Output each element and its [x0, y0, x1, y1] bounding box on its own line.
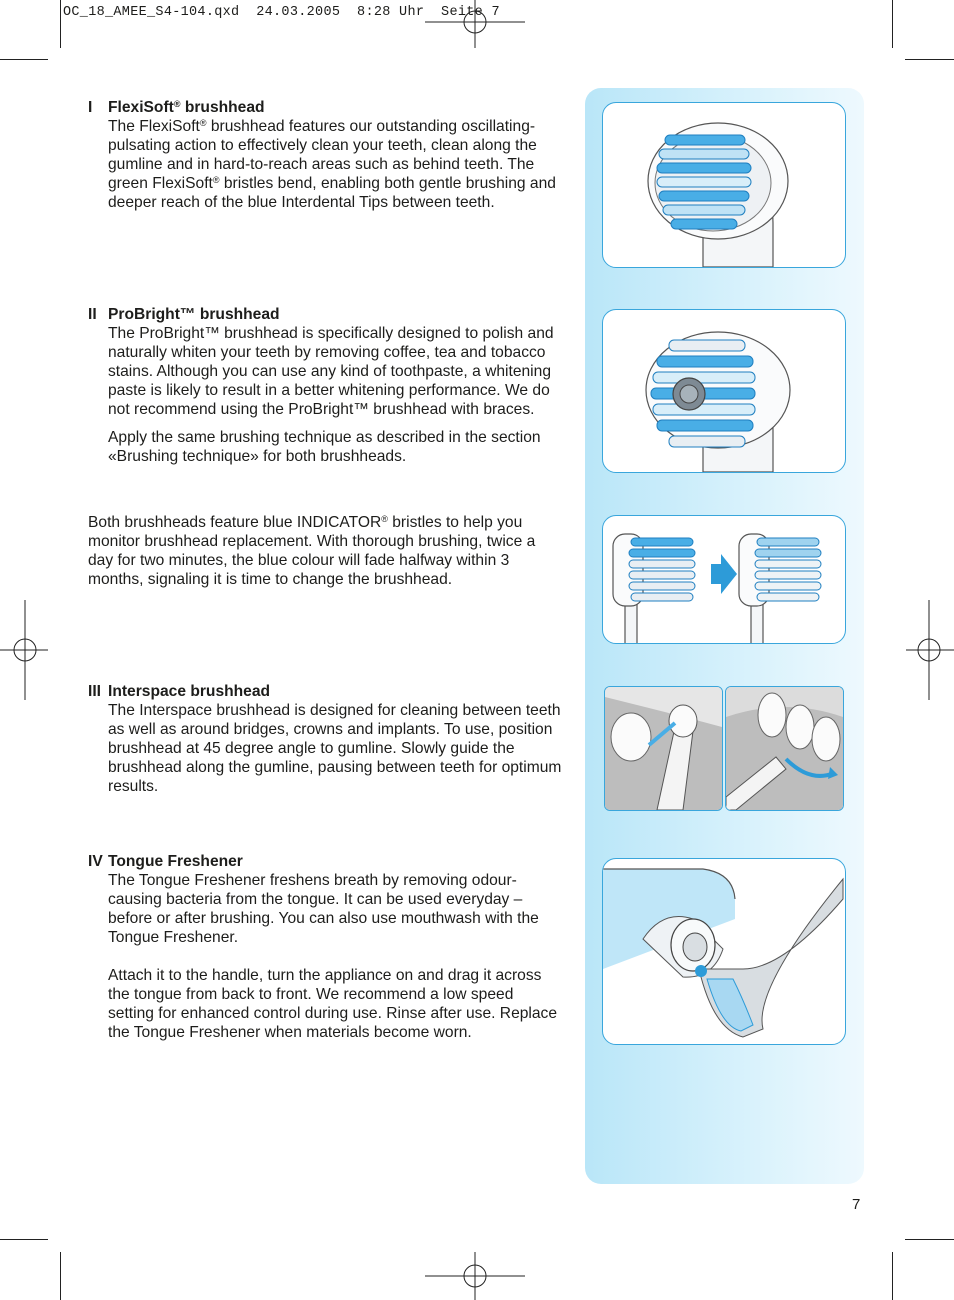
- paragraph: The ProBright™ brushhead is specifically designed to polish and naturally whiten your teeth by removing coffee, tea and tobacco stains. Although you can use any kind of toothpaste, a whitening paste is likely to result in a better whitening performance. We do not recommend using the ProBright™ brushhead with braces.: [108, 325, 554, 418]
- section-title: ProBright™ brushhead: [108, 306, 280, 323]
- paragraph: [108, 117, 563, 212]
- registration-mark-right: [904, 600, 954, 700]
- section-probright: [88, 305, 563, 466]
- tongue-freshener-image: [603, 859, 845, 1044]
- crop-mark: [892, 1252, 893, 1300]
- registered-mark: ®: [212, 175, 220, 185]
- paragraph: Attach it to the handle, turn the appliance on and drag it across the tongue from back to front. We recommend a low speed setting for enhanced control during use. Rinse after use. Replace the Tongue Freshener when materials become worn.: [108, 967, 558, 1041]
- paragraph-text: The FlexiSoft: [108, 118, 200, 135]
- section-title: Interspace brushhead: [108, 683, 271, 700]
- section-title: [108, 98, 265, 117]
- paragraph-text: bristles to help you monitor brushhead replacement. With thorough brushing, twice a day for two minutes, the blue colour will fade halfway within 3 months, signaling it is time to change the brushhead.: [88, 514, 536, 588]
- interspace-angle-illustration: [604, 686, 723, 811]
- section-heading: [88, 305, 563, 324]
- paragraph: [88, 513, 563, 589]
- interspace-gumline-image: [726, 687, 843, 810]
- paragraph: Apply the same brushing technique as described in the section «Brushing technique» for both brushheads.: [108, 429, 541, 465]
- section-indicator: [88, 513, 563, 589]
- crop-mark: [905, 59, 954, 60]
- section-numeral: III: [88, 683, 101, 700]
- section-tongue-freshener: [88, 852, 563, 1042]
- interspace-angle-image: [605, 687, 722, 810]
- paragraph-text: bristles bend, enabling both gentle brushing and deeper reach of the blue Interdental Tips between teeth.: [108, 175, 556, 211]
- crop-mark: [60, 0, 61, 48]
- crop-mark: [0, 59, 48, 60]
- paragraph: The Interspace brushhead is designed for cleaning between teeth as well as around bridges, crowns and implants. To use, position brushhead at 45 degree angle to gumline. Slowly guide the brushhead along the gumline, pausing between teeth for optimum results.: [108, 702, 562, 795]
- section-body: [88, 871, 563, 1042]
- probright-brushhead-image: [603, 310, 845, 472]
- registration-mark-left: [0, 600, 50, 700]
- registration-mark-top: [425, 0, 525, 50]
- section-flexisoft: [88, 98, 563, 212]
- section-body: [88, 117, 563, 212]
- title-text: brushhead: [180, 99, 265, 116]
- section-interspace: [88, 682, 563, 796]
- title-text: FlexiSoft: [108, 99, 174, 116]
- indicator-bristle-illustration: [602, 515, 846, 644]
- section-heading: [88, 852, 563, 871]
- page-number: 7: [852, 1196, 861, 1213]
- interspace-gumline-illustration: [725, 686, 844, 811]
- flexisoft-brushhead-illustration: [602, 102, 846, 268]
- crop-mark: [905, 1239, 954, 1240]
- paragraph-text: brushhead features our outstanding oscillating-pulsating action to effectively clean your teeth, clean along the gumline and in hard-to-reach areas such as behind teeth. The green FlexiSoft: [108, 118, 537, 192]
- section-body: [88, 324, 563, 466]
- flexisoft-brushhead-image: [603, 103, 845, 267]
- paragraph-text: Both brushheads feature blue INDICATOR: [88, 514, 382, 531]
- probright-brushhead-illustration: [602, 309, 846, 473]
- indicator-bristle-image: [603, 516, 845, 643]
- crop-mark: [0, 1239, 48, 1240]
- section-numeral: IV: [88, 853, 103, 870]
- section-title: Tongue Freshener: [108, 853, 243, 870]
- section-numeral: I: [88, 99, 93, 116]
- tongue-freshener-illustration: [602, 858, 846, 1045]
- registered-mark: ®: [173, 99, 181, 109]
- section-body: [88, 701, 563, 796]
- crop-mark: [892, 0, 893, 48]
- registered-mark: ®: [199, 118, 207, 128]
- registration-mark-bottom: [425, 1250, 525, 1300]
- print-slug: OC_18_AMEE_S4-104.qxd 24.03.2005 8:28 Uhr Seite 7: [63, 5, 500, 20]
- section-heading: [88, 98, 563, 117]
- registered-mark: ®: [381, 514, 388, 524]
- section-numeral: II: [88, 306, 97, 323]
- crop-mark: [60, 1252, 61, 1300]
- paragraph: The Tongue Freshener freshens breath by removing odour-causing bacteria from the tongue. It can be used everyday – before or after brushing. You can also use mouthwash with the Tongue Freshener.: [108, 872, 539, 946]
- section-heading: [88, 682, 563, 701]
